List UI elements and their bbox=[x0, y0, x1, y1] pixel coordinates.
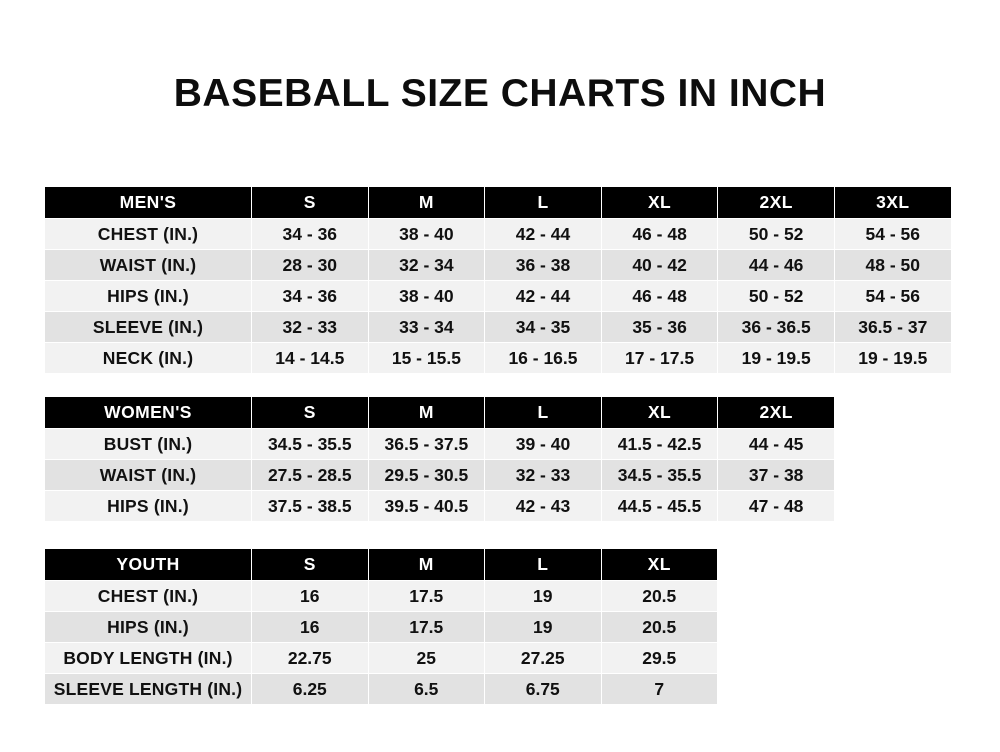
row-label: HIPS (IN.) bbox=[45, 612, 252, 643]
column-header: L bbox=[485, 187, 602, 219]
column-header: M bbox=[368, 397, 485, 429]
table-row bbox=[45, 491, 835, 522]
youth-size-table bbox=[44, 548, 718, 705]
cell: 22.75 bbox=[252, 643, 369, 674]
column-header: 2XL bbox=[718, 397, 835, 429]
cell: 29.5 - 30.5 bbox=[368, 460, 485, 491]
cell: 44.5 - 45.5 bbox=[601, 491, 718, 522]
column-header: L bbox=[485, 549, 602, 581]
cell: 20.5 bbox=[601, 581, 718, 612]
row-label: BODY LENGTH (IN.) bbox=[45, 643, 252, 674]
column-header: S bbox=[252, 549, 369, 581]
cell: 46 - 48 bbox=[601, 281, 718, 312]
table-row bbox=[45, 343, 952, 374]
cell: 36 - 38 bbox=[485, 250, 602, 281]
table-row bbox=[45, 312, 952, 343]
cell: 36.5 - 37.5 bbox=[368, 429, 485, 460]
row-label: SLEEVE LENGTH (IN.) bbox=[45, 674, 252, 705]
row-label: NECK (IN.) bbox=[45, 343, 252, 374]
row-label: WAIST (IN.) bbox=[45, 460, 252, 491]
column-header: YOUTH bbox=[45, 549, 252, 581]
cell: 39 - 40 bbox=[485, 429, 602, 460]
cell: 37.5 - 38.5 bbox=[252, 491, 369, 522]
cell: 19 - 19.5 bbox=[834, 343, 951, 374]
cell: 17.5 bbox=[368, 581, 485, 612]
row-label: SLEEVE (IN.) bbox=[45, 312, 252, 343]
column-header: XL bbox=[601, 397, 718, 429]
cell: 32 - 34 bbox=[368, 250, 485, 281]
table-row bbox=[45, 581, 718, 612]
cell: 42 - 43 bbox=[485, 491, 602, 522]
table-row bbox=[45, 674, 718, 705]
womens-size-table bbox=[44, 396, 835, 522]
cell: 36.5 - 37 bbox=[834, 312, 951, 343]
cell: 28 - 30 bbox=[252, 250, 369, 281]
cell: 54 - 56 bbox=[834, 219, 951, 250]
cell: 32 - 33 bbox=[485, 460, 602, 491]
column-header: S bbox=[252, 397, 369, 429]
cell: 25 bbox=[368, 643, 485, 674]
cell: 6.5 bbox=[368, 674, 485, 705]
table-header-row bbox=[45, 187, 952, 219]
column-header: MEN'S bbox=[45, 187, 252, 219]
table-row bbox=[45, 281, 952, 312]
cell: 48 - 50 bbox=[834, 250, 951, 281]
cell: 41.5 - 42.5 bbox=[601, 429, 718, 460]
cell: 19 bbox=[485, 581, 602, 612]
cell: 16 bbox=[252, 581, 369, 612]
mens-size-table bbox=[44, 186, 952, 374]
table-row bbox=[45, 643, 718, 674]
table-row bbox=[45, 429, 835, 460]
cell: 19 bbox=[485, 612, 602, 643]
table-row bbox=[45, 460, 835, 491]
column-header: M bbox=[368, 187, 485, 219]
column-header: 3XL bbox=[834, 187, 951, 219]
table-row bbox=[45, 612, 718, 643]
column-header: 2XL bbox=[718, 187, 835, 219]
column-header: M bbox=[368, 549, 485, 581]
column-header: XL bbox=[601, 187, 718, 219]
cell: 34 - 35 bbox=[485, 312, 602, 343]
cell: 34.5 - 35.5 bbox=[601, 460, 718, 491]
table-header-row bbox=[45, 549, 718, 581]
cell: 34 - 36 bbox=[252, 281, 369, 312]
cell: 27.25 bbox=[485, 643, 602, 674]
cell: 16 - 16.5 bbox=[485, 343, 602, 374]
row-label: HIPS (IN.) bbox=[45, 281, 252, 312]
cell: 42 - 44 bbox=[485, 219, 602, 250]
cell: 54 - 56 bbox=[834, 281, 951, 312]
table-row bbox=[45, 219, 952, 250]
cell: 29.5 bbox=[601, 643, 718, 674]
cell: 6.25 bbox=[252, 674, 369, 705]
cell: 33 - 34 bbox=[368, 312, 485, 343]
cell: 38 - 40 bbox=[368, 281, 485, 312]
cell: 6.75 bbox=[485, 674, 602, 705]
cell: 44 - 45 bbox=[718, 429, 835, 460]
cell: 27.5 - 28.5 bbox=[252, 460, 369, 491]
cell: 17 - 17.5 bbox=[601, 343, 718, 374]
cell: 16 bbox=[252, 612, 369, 643]
column-header: XL bbox=[601, 549, 718, 581]
cell: 15 - 15.5 bbox=[368, 343, 485, 374]
cell: 19 - 19.5 bbox=[718, 343, 835, 374]
cell: 42 - 44 bbox=[485, 281, 602, 312]
cell: 37 - 38 bbox=[718, 460, 835, 491]
cell: 34 - 36 bbox=[252, 219, 369, 250]
cell: 17.5 bbox=[368, 612, 485, 643]
cell: 50 - 52 bbox=[718, 219, 835, 250]
cell: 50 - 52 bbox=[718, 281, 835, 312]
page-title: BASEBALL SIZE CHARTS IN INCH bbox=[173, 72, 827, 115]
cell: 46 - 48 bbox=[601, 219, 718, 250]
cell: 38 - 40 bbox=[368, 219, 485, 250]
cell: 32 - 33 bbox=[252, 312, 369, 343]
cell: 14 - 14.5 bbox=[252, 343, 369, 374]
row-label: CHEST (IN.) bbox=[45, 581, 252, 612]
row-label: WAIST (IN.) bbox=[45, 250, 252, 281]
cell: 7 bbox=[601, 674, 718, 705]
column-header: L bbox=[485, 397, 602, 429]
table-row bbox=[45, 250, 952, 281]
cell: 47 - 48 bbox=[718, 491, 835, 522]
cell: 39.5 - 40.5 bbox=[368, 491, 485, 522]
column-header: WOMEN'S bbox=[45, 397, 252, 429]
column-header: S bbox=[252, 187, 369, 219]
cell: 35 - 36 bbox=[601, 312, 718, 343]
row-label: BUST (IN.) bbox=[45, 429, 252, 460]
table-header-row bbox=[45, 397, 835, 429]
cell: 20.5 bbox=[601, 612, 718, 643]
cell: 34.5 - 35.5 bbox=[252, 429, 369, 460]
cell: 36 - 36.5 bbox=[718, 312, 835, 343]
row-label: HIPS (IN.) bbox=[45, 491, 252, 522]
cell: 40 - 42 bbox=[601, 250, 718, 281]
cell: 44 - 46 bbox=[718, 250, 835, 281]
row-label: CHEST (IN.) bbox=[45, 219, 252, 250]
